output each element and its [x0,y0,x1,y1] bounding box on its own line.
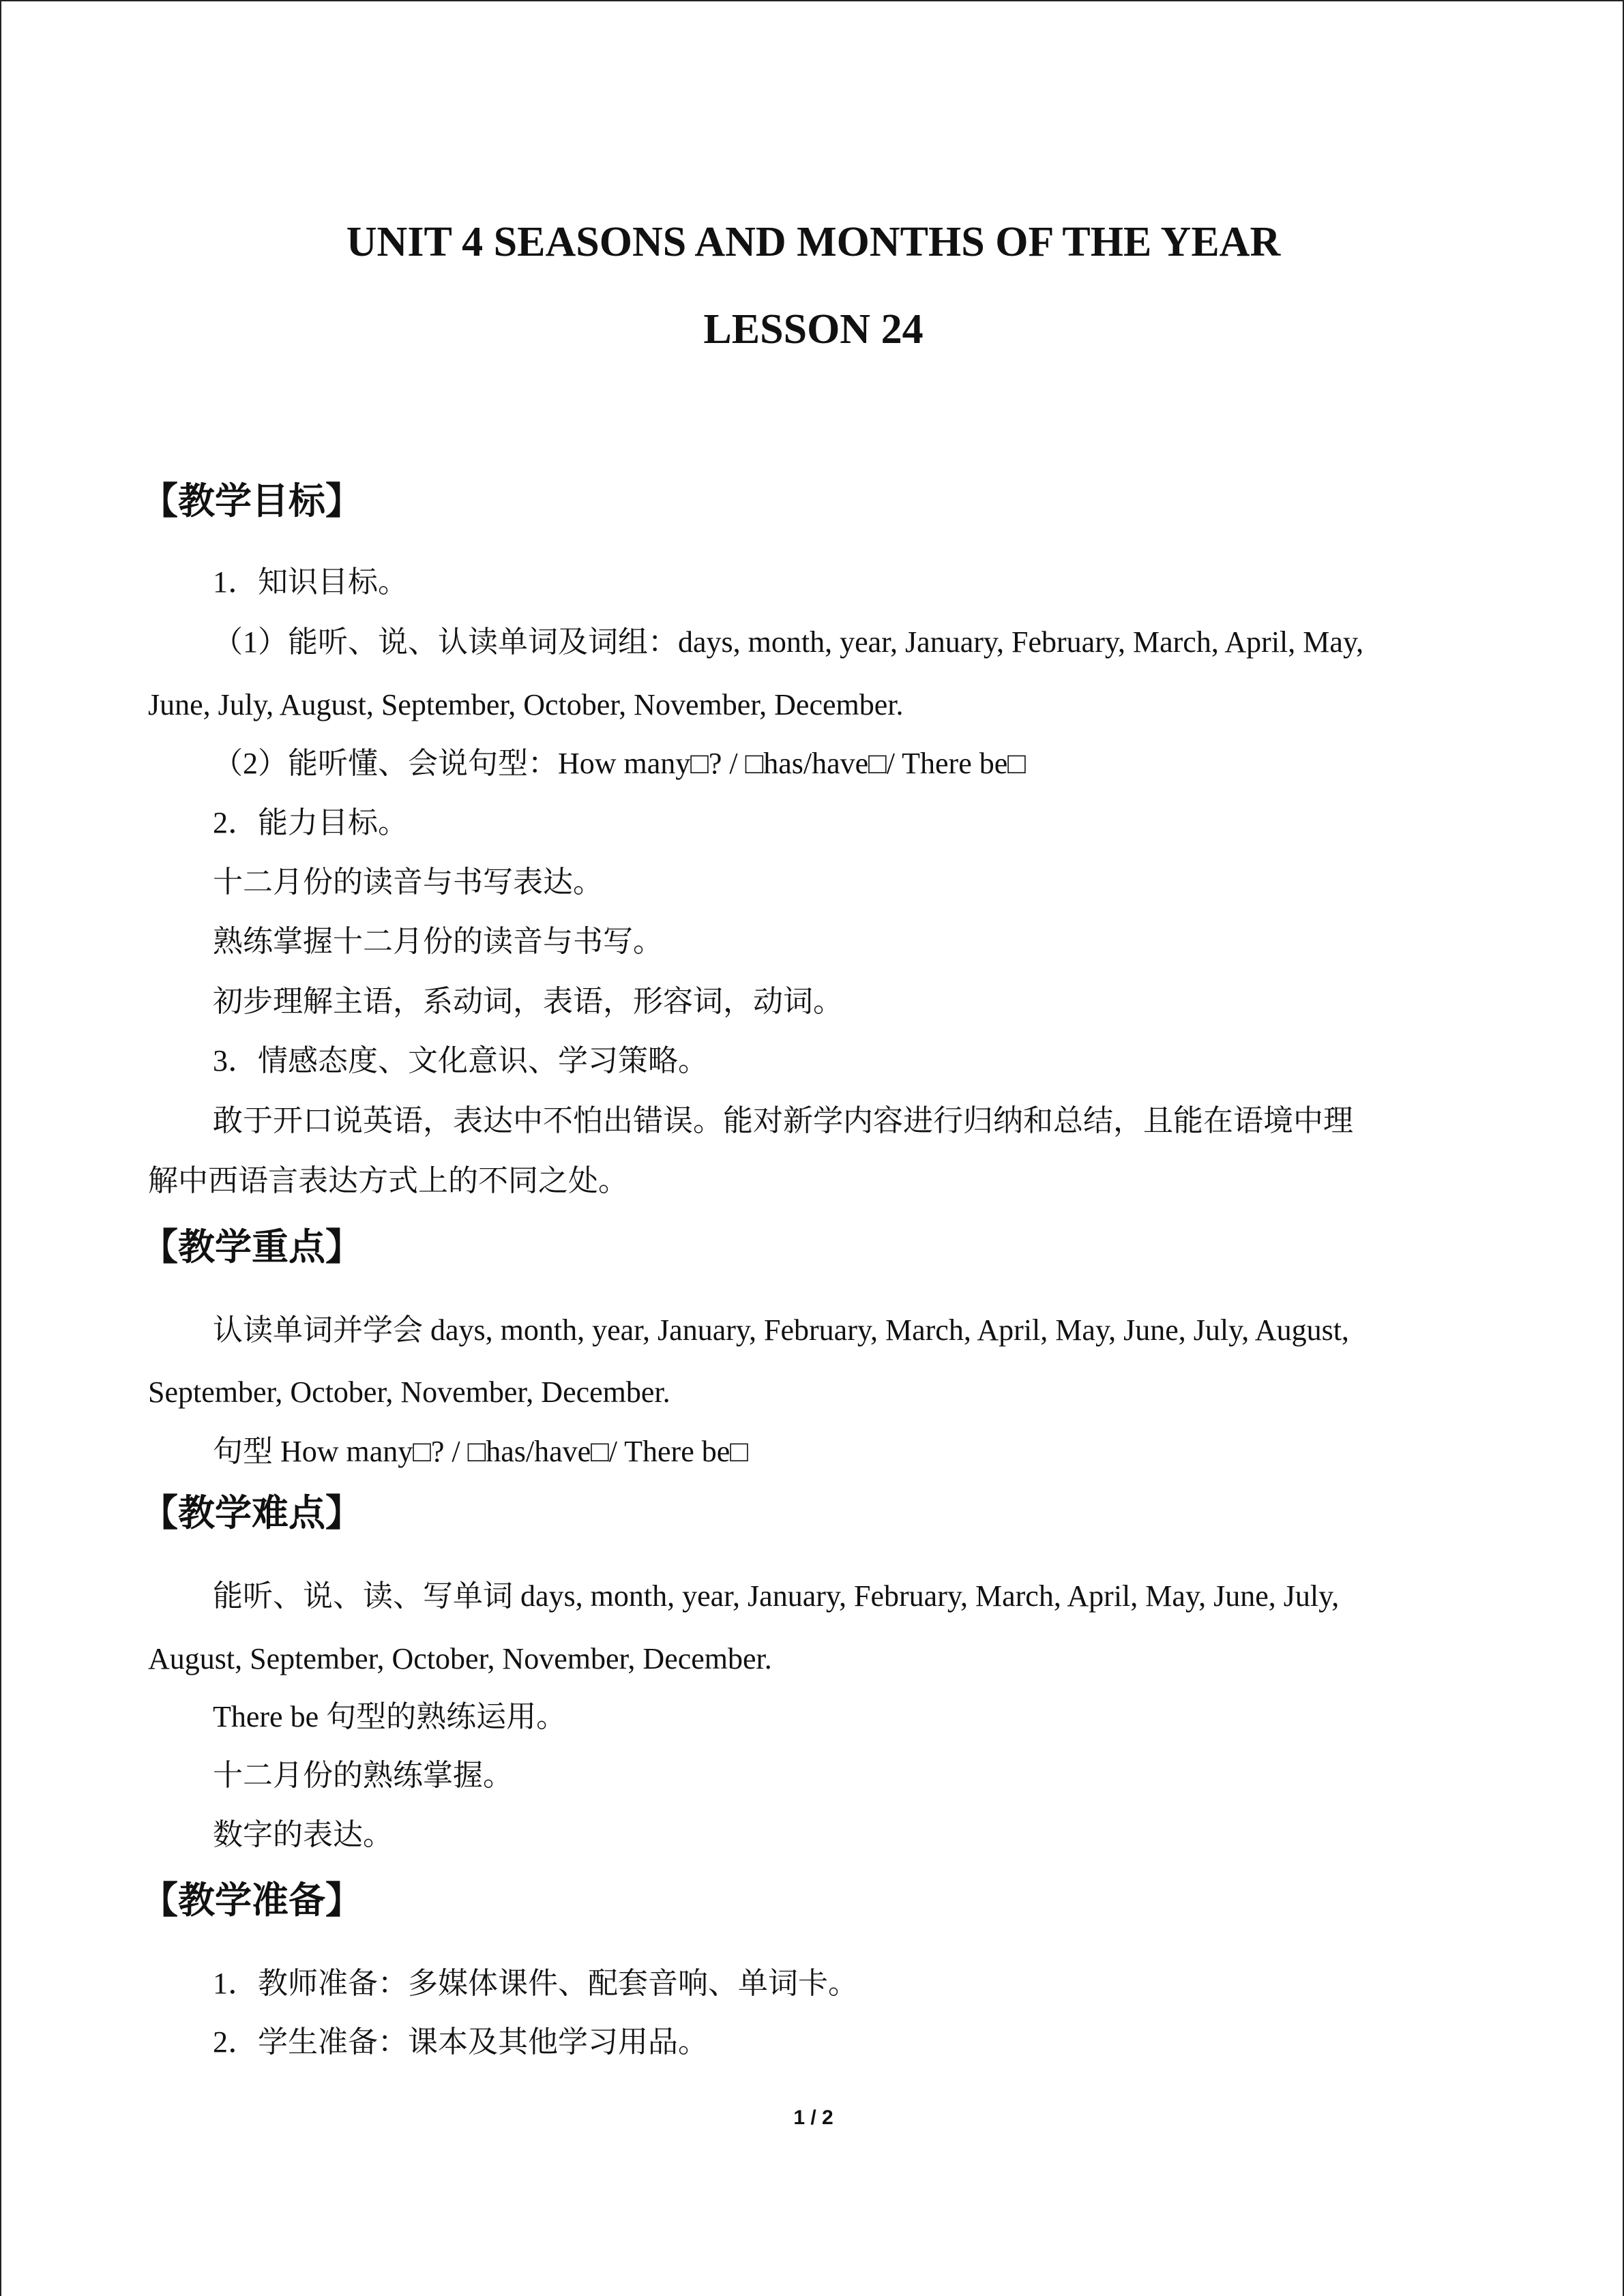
difficulties-line: 十二月份的熟练掌握。 [213,1759,513,1792]
objectives-line: 解中西语言表达方式上的不同之处。 [148,1164,628,1197]
lesson-title: LESSON 24 [703,306,924,353]
objectives-line: 初步理解主语，系动词，表语，形容词，动词。 [213,985,843,1018]
difficulties-line: 能听、说、读、写单词 days, month, year, January, February, March, April, May, June, July, [213,1579,1340,1613]
preparation-heading: 【教学准备】 [141,1879,362,1922]
objectives-line: 3．情感态度、文化意识、学习策略。 [213,1044,708,1077]
key-points-line: 认读单词并学会 days, month, year, January, February, March, April, May, June, July, August, [213,1313,1349,1347]
objectives-line: 十二月份的读音与书写表达。 [213,865,603,899]
objectives-line: 2．能力目标。 [213,806,408,839]
difficulties-line: There be 句型的熟练运用。 [213,1700,567,1733]
key-points-heading: 【教学重点】 [141,1225,362,1268]
page-number: 1 / 2 [793,2106,833,2129]
key-points-line: 句型 How many□? / □has/have□/ There be□ [213,1435,748,1468]
objectives-heading: 【教学目标】 [141,479,362,522]
difficulties-line: 数字的表达。 [213,1818,393,1851]
objectives-line: 熟练掌握十二月份的读音与书写。 [213,925,663,958]
objectives-line: June, July, August, September, October, November, December. [148,688,904,721]
objectives-line: （2）能听懂、会说句型：How many□? / □has/have□/ There be□ [213,747,1026,780]
objectives-line: 敢于开口说英语，表达中不怕出错误。能对新学内容进行归纳和总结，且能在语境中理 [213,1104,1353,1137]
key-points-line: September, October, November, December. [148,1375,670,1409]
preparation-line: 1．教师准备：多媒体课件、配套音响、单词卡。 [213,1967,858,2000]
preparation-line: 2．学生准备：课本及其他学习用品。 [213,2025,708,2059]
objectives-line: （1）能听、说、认读单词及词组：days, month, year, January, February, March, April, May, [213,625,1364,659]
unit-title: UNIT 4 SEASONS AND MONTHS OF THE YEAR [346,219,1281,265]
difficulties-heading: 【教学难点】 [141,1491,362,1534]
objectives-line: 1．知识目标。 [213,565,408,599]
difficulties-line: August, September, October, November, December. [148,1642,772,1675]
